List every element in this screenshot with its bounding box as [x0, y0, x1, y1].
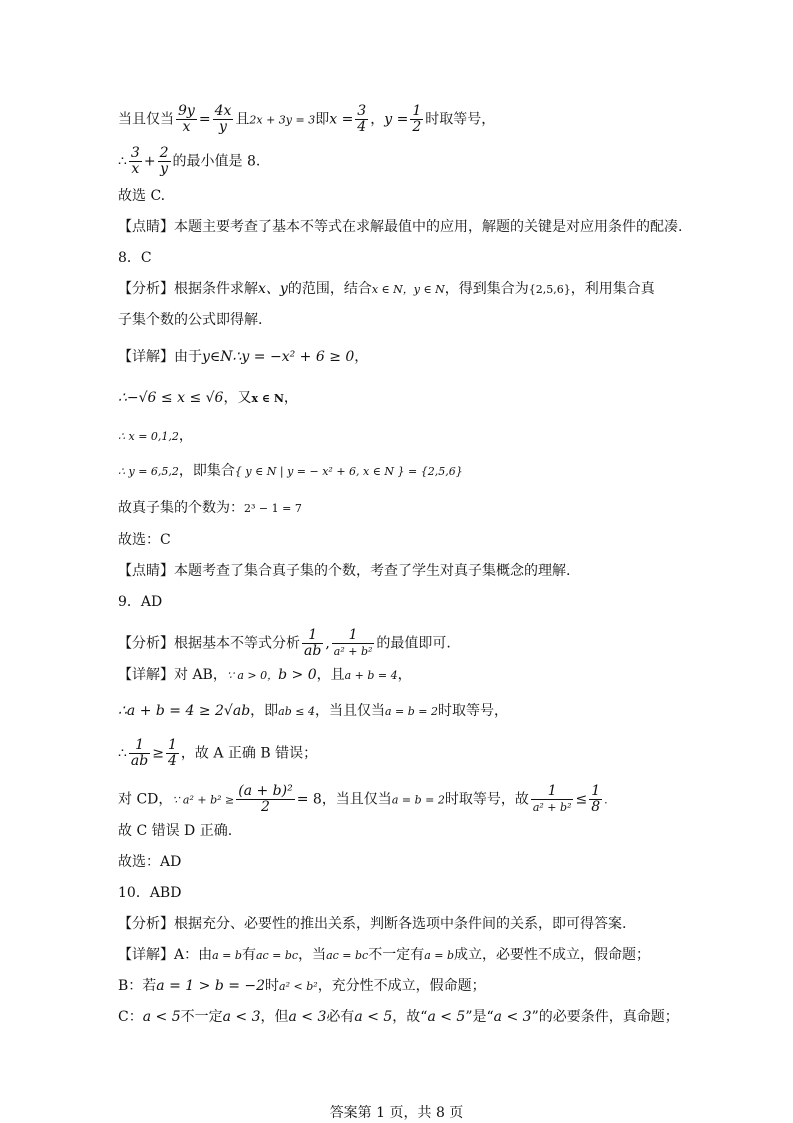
fraction: $\frac{3}{x}$	[130, 145, 140, 177]
fraction: $\frac{4x}{y}$	[214, 103, 232, 135]
fraction: $\frac{3}{4}$	[357, 103, 367, 135]
line-4: 【点睛】本题主要考查了基本不等式在求解最值中的应用，解题的关键是对应用条件的配凑.	[118, 219, 683, 235]
line-8: 【详解】由于y∈N∴y = −x² + 6 ≥ 0，	[118, 349, 369, 365]
line-14: 【点睛】本题考查了集合真子集的个数，考查了学生对真子集概念的理解.	[118, 563, 571, 579]
line-15: 9．AD	[118, 594, 163, 610]
line-6: 【分析】根据条件求解x、y的范围，结合x ∈ N，y ∈ N，得到集合为{2,5,6}，利用集合真	[118, 281, 655, 297]
line-12: 故真子集的个数为：2³ − 1 = 7	[118, 500, 302, 516]
fraction: $\frac{1}{ab}$	[130, 737, 149, 769]
line-1: 当且仅当 $\frac{9y}{x}$ = $\frac{4x}{y}$ 且2x + 3y = 3即x = $\frac{3}{4}$ ，y = $\frac{1}{2}$ 时取等号，	[118, 103, 496, 135]
fraction: $\frac{1}{8}$	[591, 783, 601, 815]
line-20: 对 CD，∵ a² + b² ≥ $\frac{\text{(a + b)²}}{2}$ = 8，当且仅当a = b = 2时取等号，故 $\frac{1}{\text{a² + b²}}$ ≤ $\frac{1}{8}$ .	[118, 783, 608, 815]
fraction: $\frac{9y}{x}$	[178, 103, 195, 135]
line-16: 【分析】根据基本不等式分析 $\frac{1}{ab}$ , $\frac{1}{\text{a² + b²}}$ 的最值即可.	[118, 627, 451, 659]
line-23: 10．ABD	[118, 885, 182, 901]
line-22: 故选：AD	[118, 854, 182, 870]
line-17: 【详解】对 AB，∵ a > 0，b > 0，且a + b = 4，	[118, 667, 412, 683]
line-21: 故 C 错误 D 正确.	[118, 823, 233, 839]
line-10: ∴ x = 0,1,2，	[118, 428, 193, 444]
line-25: 【详解】A：由a = b有ac = bc，当ac = bc不一定有a = b成立，必要性不成立，假命题；	[118, 947, 651, 963]
line-2: ∴ $\frac{3}{x}$ + $\frac{2}{y}$ 的最小值是 8.	[118, 145, 261, 177]
line-7: 子集个数的公式即得解.	[118, 312, 263, 328]
line-27: C：a < 5不一定a < 3，但a < 3必有a < 5，故“a < 5”是“a < 3”的必要条件，真命题；	[118, 1009, 679, 1025]
line-9: ∴−√6 ≤ x ≤ √6，又x ∈ N，	[118, 390, 298, 406]
line-5: 8．C	[118, 250, 152, 266]
fraction: $\frac{\text{(a + b)²}}{2}$	[238, 783, 293, 815]
line-3: 故选 C.	[118, 188, 166, 204]
fraction: $\frac{1}{\text{a² + b²}}$	[333, 627, 373, 658]
line-18: ∴a + b = 4 ≥ 2√ab，即ab ≤ 4，当且仅当a = b = 2时取等号，	[118, 703, 508, 719]
fraction: $\frac{1}{2}$	[412, 103, 422, 135]
fraction: $\frac{2}{y}$	[159, 145, 169, 177]
fraction: $\frac{1}{4}$	[167, 737, 177, 769]
line-13: 故选：C	[118, 532, 171, 548]
line-24: 【分析】根据充分、必要性的推出关系，判断各选项中条件间的关系，即可得答案.	[118, 916, 627, 932]
line-19: ∴ $\frac{1}{ab}$ ≥ $\frac{1}{4}$ ，故 A 正确 B 错误；	[118, 737, 318, 769]
fraction: $\frac{1}{\text{a² + b²}}$	[532, 783, 572, 814]
page-footer: 答案第 1 页，共 8 页	[329, 1105, 464, 1121]
line-26: B：若a = 1 > b = −2时a² < b²，充分性不成立，假命题；	[118, 978, 486, 994]
fraction: $\frac{1}{ab}$	[304, 627, 322, 659]
line-11: ∴ y = 6,5,2，即集合{ y ∈ N | y = − x² + 6, x ∈ N } = {2,5,6}	[118, 463, 463, 479]
